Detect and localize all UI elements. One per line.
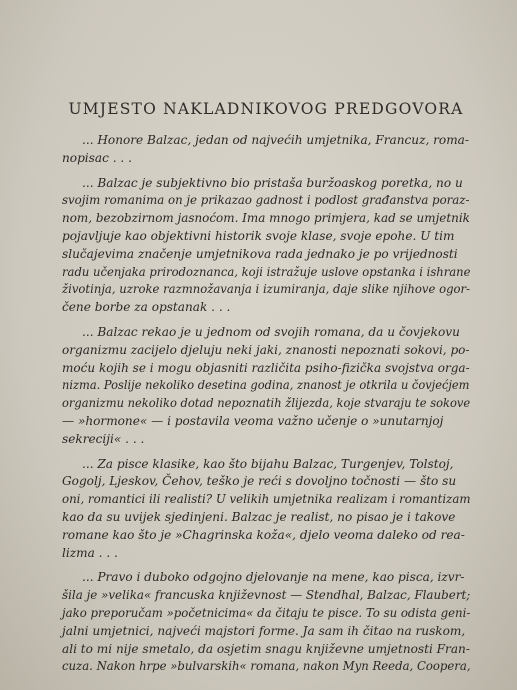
text-line: organizmu nekoliko dotad nepoznatih žlijezda, koje stvaraju te sokove [62,396,471,411]
text-line: ... Pravo i duboko odgojno djelovanje na mene, kao pisca, izvr- [82,570,465,585]
text-line: — »hormone« — i postavila veoma važno učenje o »unutarnjoj [62,413,444,428]
text-line: pojavljuje kao objektivni historik svoje klase, svoje epohe. U tim [62,228,455,243]
text-line: oni, romantici ili realisti? U velikih umjetnika realizam i romantizam [62,492,471,507]
paragraph [62,324,470,449]
text-line: organizmu zacijelo djeluju neki jaki, znanosti nepoznati sokovi, po- [62,342,470,357]
text-line: nopisac . . . [62,150,132,165]
paragraph-list [62,132,470,676]
text-line: nom, bezobzirnom jasnoćom. Ima mnogo primjera, kad se umjetnik [62,211,470,226]
text-line: ... Za pisce klasike, kao što bijahu Balzac, Turgenjev, Tolstoj, [82,456,454,471]
text-line: životinja, uzroke razmnožavanja i izumiranja, daje slike njihove ogor- [62,282,471,297]
page-content [62,100,470,683]
text-line: ... Balzac rekao je u jednom od svojih romana, da u čovjekovu [82,324,460,339]
text-line: svojim romanima on je prikazao gadnost i podlost građanstva poraz- [62,193,470,208]
page-title: UMJESTO NAKLADNIKOVOG PREDGOVORA [68,100,464,118]
text-line: lizma . . . [62,545,118,560]
text-line: jako preporučam »početnicima« da čitaju te pisce. To su odista geni- [62,605,471,620]
text-line: romane kao što je »Chagrinska koža«, djelo veoma daleko od rea- [62,527,465,542]
paragraph [62,456,470,563]
text-line: čene borbe za opstanak . . . [62,300,231,315]
paragraph [62,132,470,168]
text-line: sekreciji« . . . [62,431,145,446]
text-line: ... Honore Balzac, jedan od najvećih umjetnika, Francuz, roma- [82,133,469,147]
text-line: ali to mi nije smetalo, da osjetim snagu književne umjetnosti Fran- [62,641,470,656]
text-line: cuza. Nakon hrpe »bulvarskih« romana, nakon Myn Reeda, Coopera, [62,659,471,674]
text-line: kao da su uvijek sjedinjeni. Balzac je realist, no pisao je i takove [62,509,456,524]
text-line: nizma. Poslije nekoliko desetina godina, znanost je otkrila u čovjećjem [62,378,470,393]
paragraph [62,175,470,317]
text-line: slučajevima značenje umjetnikova rada jednako je po vrijednosti [62,246,458,261]
text-line: Gogolj, Ljeskov, Čehov, teško je reći s dovoljno točnosti — što su [62,474,457,489]
text-line: šila je »velika« francuska književnost — Stendhal, Balzac, Flaubert; [62,588,471,603]
text-line: radu učenjaka prirodoznanca, koji istražuje uslove opstanka i ishrane [62,264,471,279]
text-line: ... Balzac je subjektivno bio pristaša buržoaskog poretka, no u [82,175,463,190]
paragraph [62,569,470,676]
text-line: jalni umjetnici, najveći majstori forme. Ja sam ih čitao na ruskom, [62,623,466,638]
text-line: moću kojih se i mogu objasniti različita psiho-fizička svojstva orga- [62,360,470,375]
